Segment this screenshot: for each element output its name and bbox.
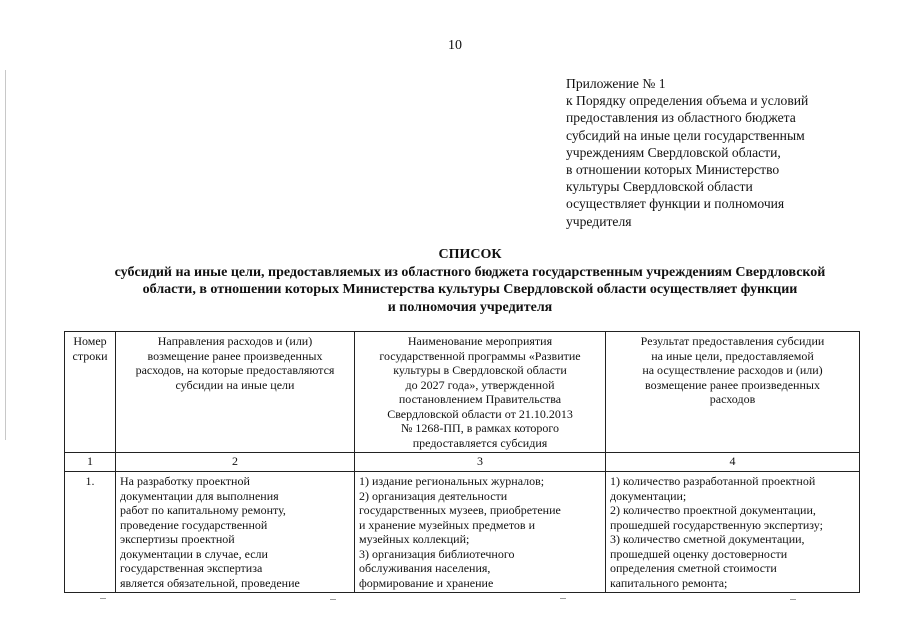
- appendix-line: культуры Свердловской области: [566, 179, 753, 195]
- column-number: 2: [116, 453, 355, 472]
- header-text: Наименование мероприятия: [407, 334, 553, 348]
- header-row-number: [65, 332, 116, 453]
- cell-event: [355, 472, 606, 593]
- title-heading: СПИСОК: [438, 247, 502, 262]
- appendix-line: предоставления из областного бюджета: [566, 110, 796, 126]
- header-text: возмещение ранее произведенных: [645, 377, 820, 392]
- header-text: предоставляется субсидия: [412, 435, 548, 450]
- header-text: до 2027 года», утвержденной: [405, 377, 555, 392]
- header-text: на осуществление расходов и (или): [642, 363, 823, 377]
- header-text: Результат предоставления субсидии: [640, 334, 825, 348]
- cell-line: проведение государственной: [120, 517, 268, 532]
- header-text: расходов, на которые предоставляются: [135, 363, 335, 377]
- cell-line: документации;: [610, 488, 687, 503]
- appendix-note: [566, 75, 886, 230]
- cell-line: капитального ремонта;: [610, 575, 728, 590]
- cell-result: [606, 472, 860, 593]
- cell-line: 1) издание региональных журналов;: [359, 474, 545, 488]
- cell-line: прошедшей государственную экспертизу;: [610, 517, 823, 532]
- appendix-line: учреждениям Свердловской области,: [566, 144, 781, 160]
- header-text: Направления расходов и (или): [157, 334, 313, 348]
- scan-artifact: [330, 599, 336, 600]
- header-event: [355, 332, 606, 453]
- title-line: субсидий на иные цели, предоставляемых из областного бюджета государственным учреждениям Свердловской: [114, 264, 826, 280]
- header-text: субсидии на иные цели: [175, 377, 295, 392]
- header-text: № 1268-ПП, в рамках которого: [400, 421, 560, 435]
- column-number: 3: [355, 453, 606, 472]
- cell-line: обслуживания населения,: [359, 561, 491, 575]
- cell-line: 1) количество разработанной проектной: [610, 474, 816, 488]
- cell-line: формирование и хранение: [359, 575, 494, 590]
- header-text: Свердловской области от 21.10.2013: [387, 406, 573, 421]
- column-number: 4: [606, 453, 860, 472]
- row-number: 1.: [65, 472, 116, 593]
- cell-line: документации в случае, если: [120, 546, 268, 561]
- cell-line: 2) количество проектной документации,: [610, 503, 816, 517]
- cell-line: работ по капитальному ремонту,: [120, 503, 286, 517]
- header-text: строки: [72, 348, 108, 363]
- cell-line: определения сметной стоимости: [610, 561, 777, 575]
- header-result: [606, 332, 860, 453]
- header-text: государственной программы «Развитие: [379, 348, 581, 363]
- cell-line: государственная экспертиза: [120, 561, 263, 575]
- cell-line: прошедшей оценку достоверности: [610, 546, 788, 561]
- header-text: Номер: [73, 334, 107, 348]
- header-direction: [116, 332, 355, 453]
- title-line: области, в отношении которых Министерства культуры Свердловской области осуществляет функции: [142, 282, 798, 297]
- cell-line: документации для выполнения: [120, 488, 279, 503]
- appendix-line: учредителя: [566, 213, 632, 229]
- cell-line: 3) организация библиотечного: [359, 546, 515, 561]
- header-text: расходов: [709, 392, 756, 406]
- scan-artifact: [560, 598, 566, 599]
- cell-line: 2) организация деятельности: [359, 488, 508, 503]
- scan-artifact: [100, 598, 106, 599]
- appendix-line: к Порядку определения объема и условий: [566, 93, 809, 109]
- header-text: возмещение ранее произведенных: [147, 348, 323, 363]
- page-number: 10: [448, 38, 462, 53]
- scan-edge-line: [5, 70, 6, 440]
- cell-line: музейных коллекций;: [359, 532, 470, 546]
- header-text: на иные цели, предоставляемой: [651, 348, 814, 363]
- header-text: культуры в Свердловской области: [393, 363, 567, 377]
- header-text: постановлением Правительства: [398, 392, 562, 406]
- scan-artifact: [790, 599, 796, 600]
- title-line: и полномочия учредителя: [387, 299, 553, 315]
- cell-line: 3) количество сметной документации,: [610, 532, 805, 546]
- cell-line: На разработку проектной: [120, 474, 250, 488]
- column-number-row: [65, 453, 860, 472]
- column-number: 1: [65, 453, 116, 472]
- appendix-line: осуществляет функции и полномочия: [566, 196, 785, 212]
- cell-line: и хранение музейных предметов и: [359, 517, 536, 532]
- document-title: [60, 246, 880, 316]
- cell-line: государственных музеев, приобретение: [359, 503, 561, 517]
- appendix-line: Приложение № 1: [566, 76, 666, 91]
- table-row: [65, 472, 860, 593]
- table-header-row: [65, 332, 860, 453]
- cell-line: экспертизы проектной: [120, 532, 235, 546]
- appendix-line: субсидий на иные цели государственным: [566, 127, 805, 143]
- subsidies-table: [64, 331, 860, 593]
- cell-direction: [116, 472, 355, 593]
- cell-line: является обязательной, проведение: [120, 575, 300, 590]
- appendix-line: в отношении которых Министерство: [566, 162, 780, 178]
